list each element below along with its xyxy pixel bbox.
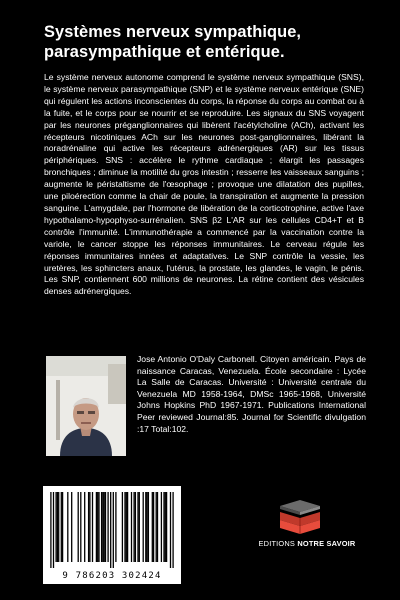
barcode-bar (53, 492, 54, 568)
barcode-bar (50, 492, 51, 568)
barcode-bar (71, 492, 72, 562)
barcode-bar (148, 492, 149, 562)
publisher-block (258, 498, 356, 558)
barcode-bar (127, 492, 128, 562)
barcode-bar (78, 492, 79, 562)
barcode-bar (61, 492, 62, 562)
publisher-name: EDITIONS NOTRE SAVOIR (258, 539, 356, 548)
barcode-bar (104, 492, 105, 562)
barcode-bar (113, 492, 114, 568)
barcode-bar (126, 492, 127, 562)
barcode-bar (57, 492, 58, 562)
barcode-bar (157, 492, 158, 562)
barcode-bar (102, 492, 103, 562)
barcode-bar (172, 492, 173, 568)
publisher-books-icon (276, 498, 324, 534)
barcode-bar (131, 492, 132, 562)
barcode-bar (89, 492, 90, 562)
isbn-barcode (43, 486, 181, 584)
barcode-bar (163, 492, 164, 562)
barcode-bar (170, 492, 171, 568)
barcode-bars-icon (43, 486, 181, 570)
barcode-bar (58, 492, 59, 562)
author-photo (46, 356, 126, 456)
barcode-bar (80, 492, 81, 562)
barcode-bar (153, 492, 154, 562)
barcode-bar (84, 492, 85, 562)
barcode-bar (124, 492, 125, 562)
barcode-bar (67, 492, 68, 562)
book-summary: Le système nerveux autonome comprend le système nerveux sympathique (SNS), le système nerveux parasympathique (SNP) et le système nerveux entérique (SNE) qui régulent les actions inconscientes du corps, la réponse du corps au combat ou à la fuite, et le corps pour se nourrir et se reproduire. Les signaux du SNS voyagent par les neurones préganglionnaires qui libèrent l'acétylcholine (ACh), activant les récepteurs nicotiniques ACh sur les neurones post-ganglionnaires, libérant la noradrénaline qui active les récepteurs adrénergiques (AR) sur les tissus périphériques. SNS : accélère le rythme cardiaque ; élargit les passages bronchiques ; diminue la motilité du gros intestin ; resserre les vaisseaux sanguins ; augmente le péristaltisme de l'œsophage ; provoque une dilatation des pupilles, une piloérection comme la chair de poule, la transpiration et augmente la pression sanguine. L'amygdale, par l'hormone de libération de la corticotrophine, active l'axe hypothalamo-hypophyso-surrénalien. SNS β2 L'AR sur les cellules CD4+T et B contrôle l'immunité. L'immunothérapie a commencé par la vaccination contre la variole, le cancer stoppe les réponses immunitaires. Le cerveau régule les réponses immunitaires innées et adaptatives. Le SNP contrôle la vessie, les uretères, les sphincters anaux, l'utérus, la prostate, les glandes, le vagin, le pénis. Les SNP, contiennent 600 millions de neurones. La rétine contient des vésicules denses adrénergiques. (44, 72, 364, 297)
barcode-bar (88, 492, 89, 562)
barcode-bar (146, 492, 147, 562)
barcode-bar (143, 492, 144, 562)
barcode-bar (110, 492, 111, 568)
barcode-bar (139, 492, 140, 562)
author-biography: Jose Antonio O'Daly Carbonell. Citoyen américain. Pays de naissance Caracas, Venezuela. École secondaire : Lycée La Salle de Caracas. Université : Université centrale du Venezuela MD 1958-1964, DMSc 1965-1968, Université Johns Hopkins PhD 1967-1971. Publications International Peer reviewed Journal:85. Journal for Scientific divulgation :17 Total:102. (137, 354, 366, 434)
barcode-bar (152, 492, 153, 562)
book-title: Systèmes nerveux sympathique, parasympathique et entérique. (44, 23, 302, 61)
barcode-bar (96, 492, 97, 562)
isbn-number: 9 786203 302424 (62, 571, 162, 581)
barcode-bar (135, 492, 136, 562)
barcode-bar (105, 492, 106, 562)
barcode-bar (165, 492, 166, 562)
barcode-bar (166, 492, 167, 562)
barcode-bar (115, 492, 116, 562)
barcode-bar (156, 492, 157, 562)
barcode-bar (97, 492, 98, 562)
barcode-bar (55, 492, 56, 562)
barcode-bar (161, 492, 162, 562)
barcode-bar (107, 492, 108, 562)
barcode-bar (101, 492, 102, 562)
barcode-bar (62, 492, 63, 562)
barcode-bar (145, 492, 146, 562)
barcode-bar (122, 492, 123, 562)
barcode-bar (133, 492, 134, 562)
barcode-bar (92, 492, 93, 562)
barcode-bar (137, 492, 138, 562)
barcode-bar (98, 492, 99, 562)
